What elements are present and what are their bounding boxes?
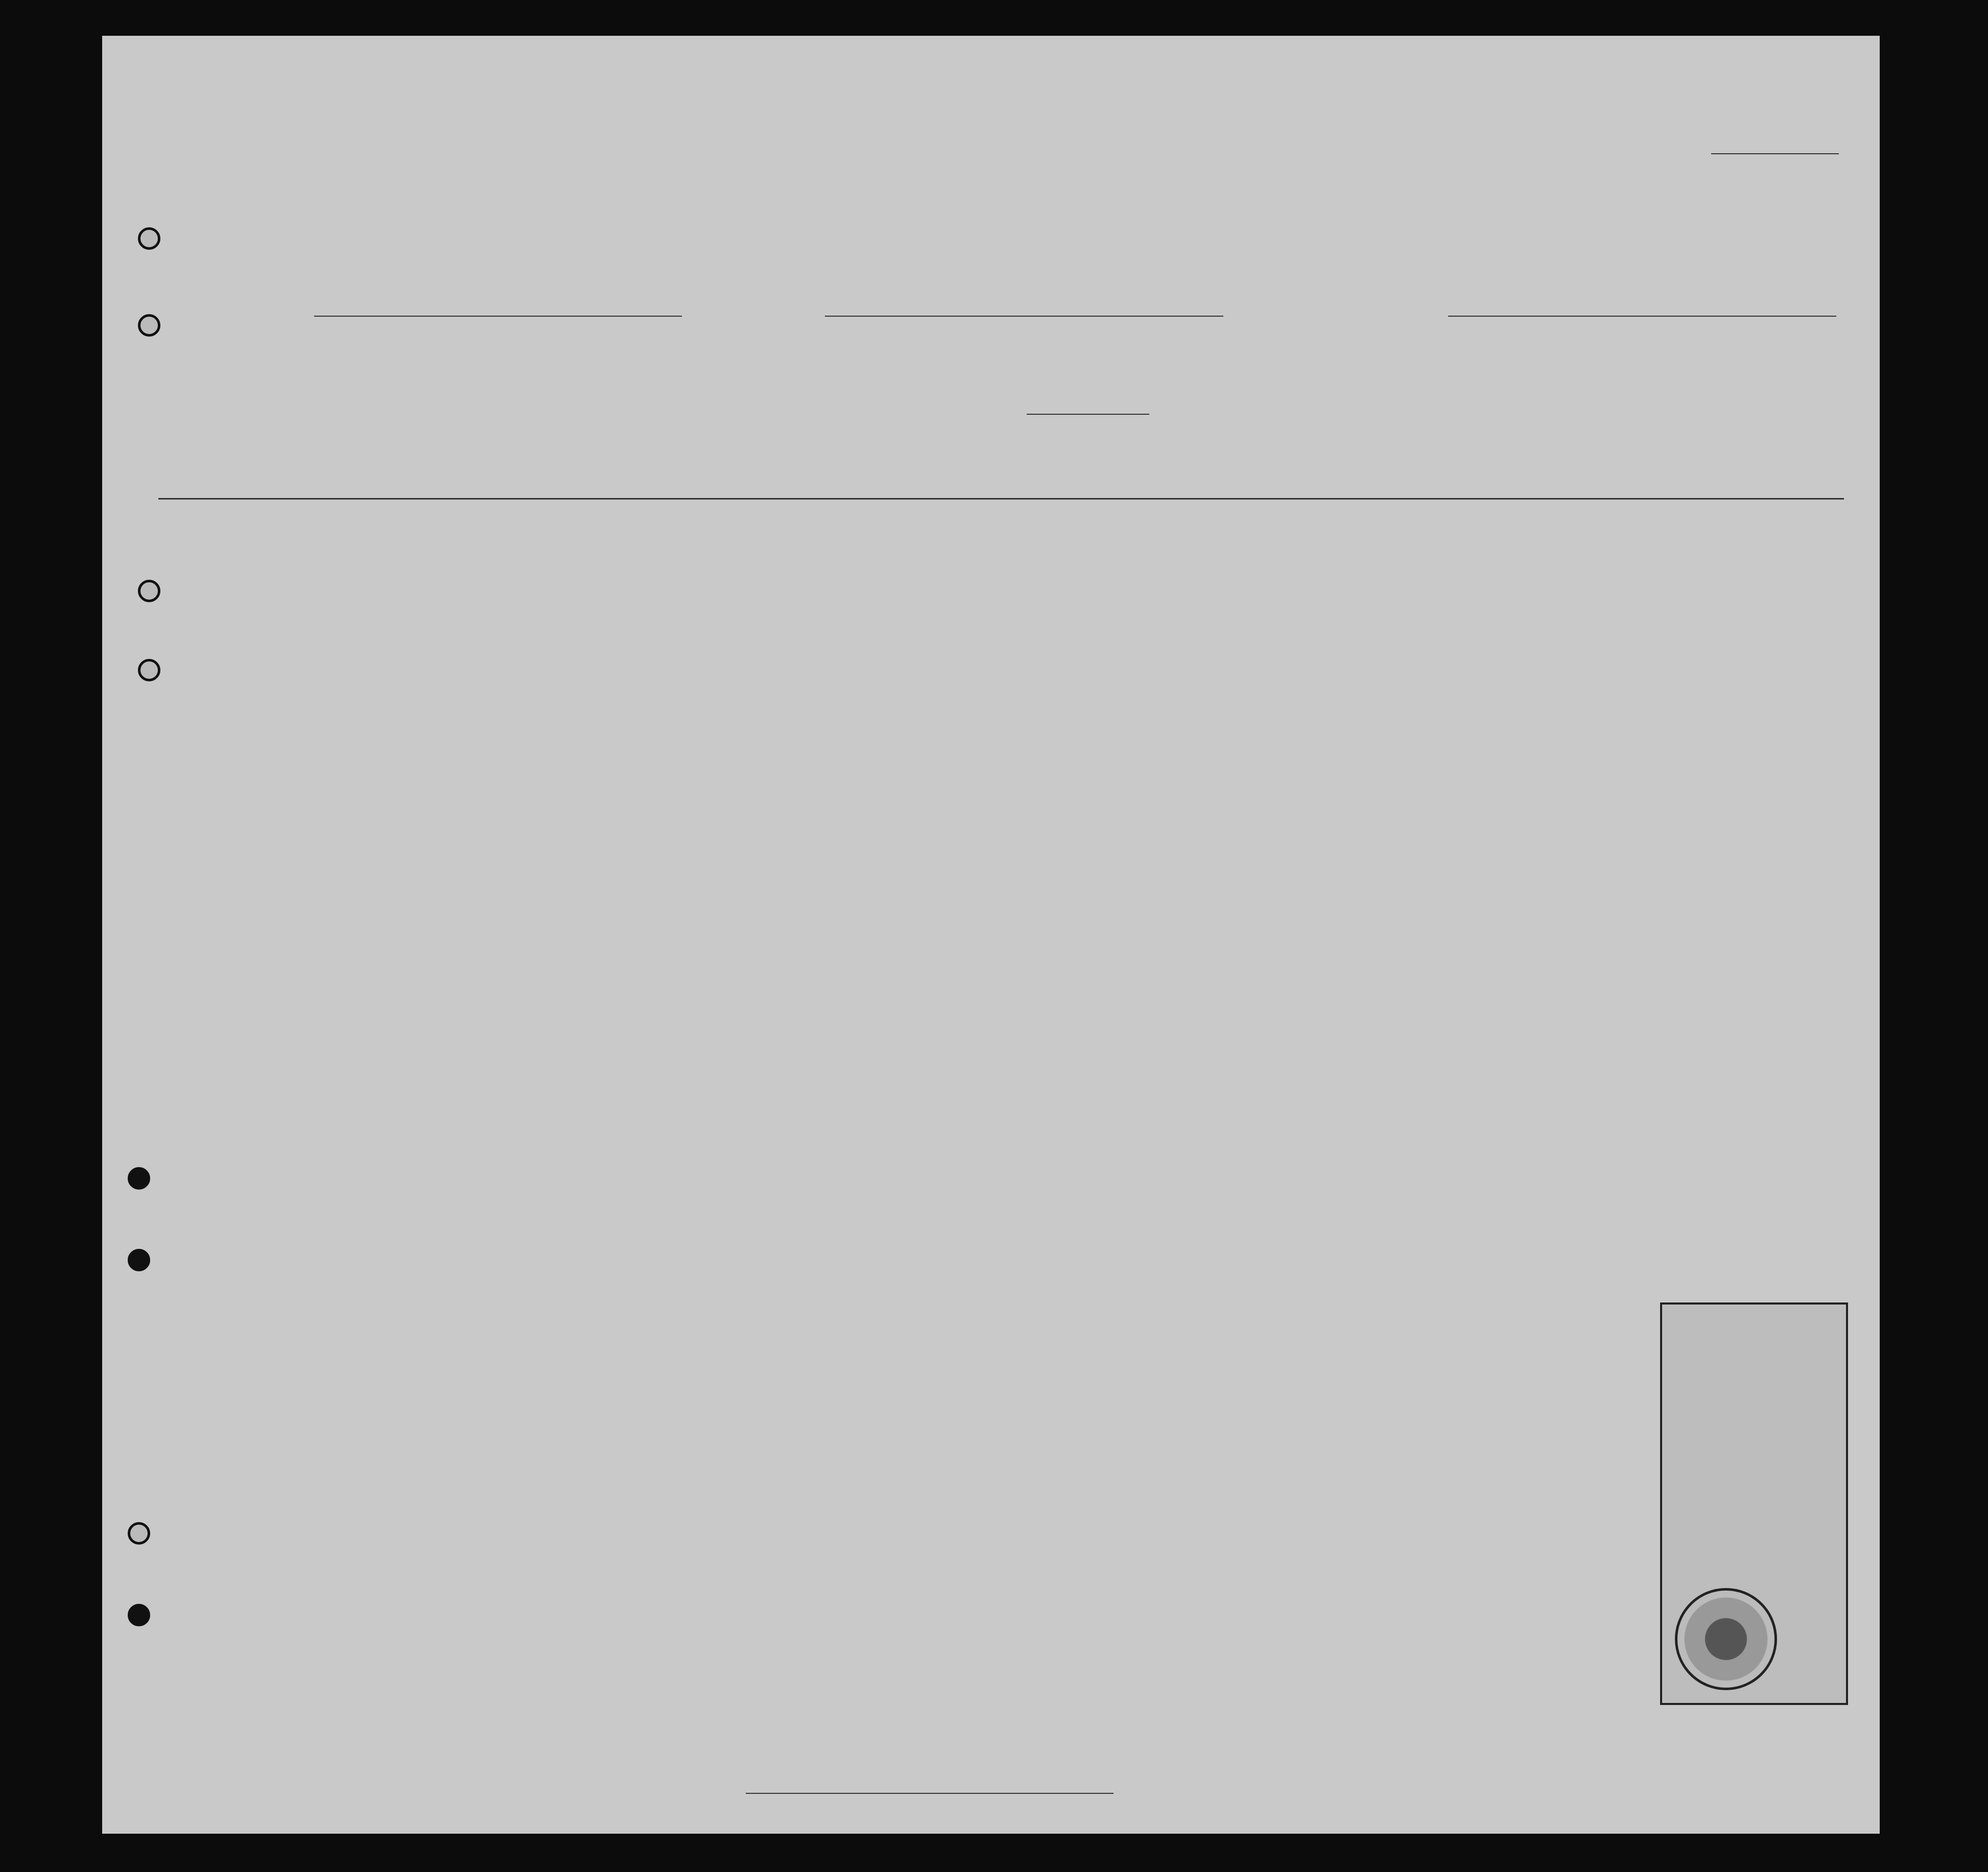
binder-hole: [138, 227, 160, 250]
binder-hole: [138, 580, 160, 602]
binder-hole: [128, 1522, 150, 1545]
vessel-line: [253, 291, 1836, 322]
consulate-stamp: [1660, 1302, 1848, 1705]
consulate-seal: [1675, 1588, 1777, 1690]
binder-hole: [138, 314, 160, 337]
binder-hole: [138, 659, 160, 681]
binder-hole: [128, 1167, 150, 1190]
binder-hole: [128, 1249, 150, 1271]
manifest-page: [102, 36, 1880, 1834]
binder-hole: [128, 1604, 150, 1626]
crew-table: [158, 329, 1844, 1739]
